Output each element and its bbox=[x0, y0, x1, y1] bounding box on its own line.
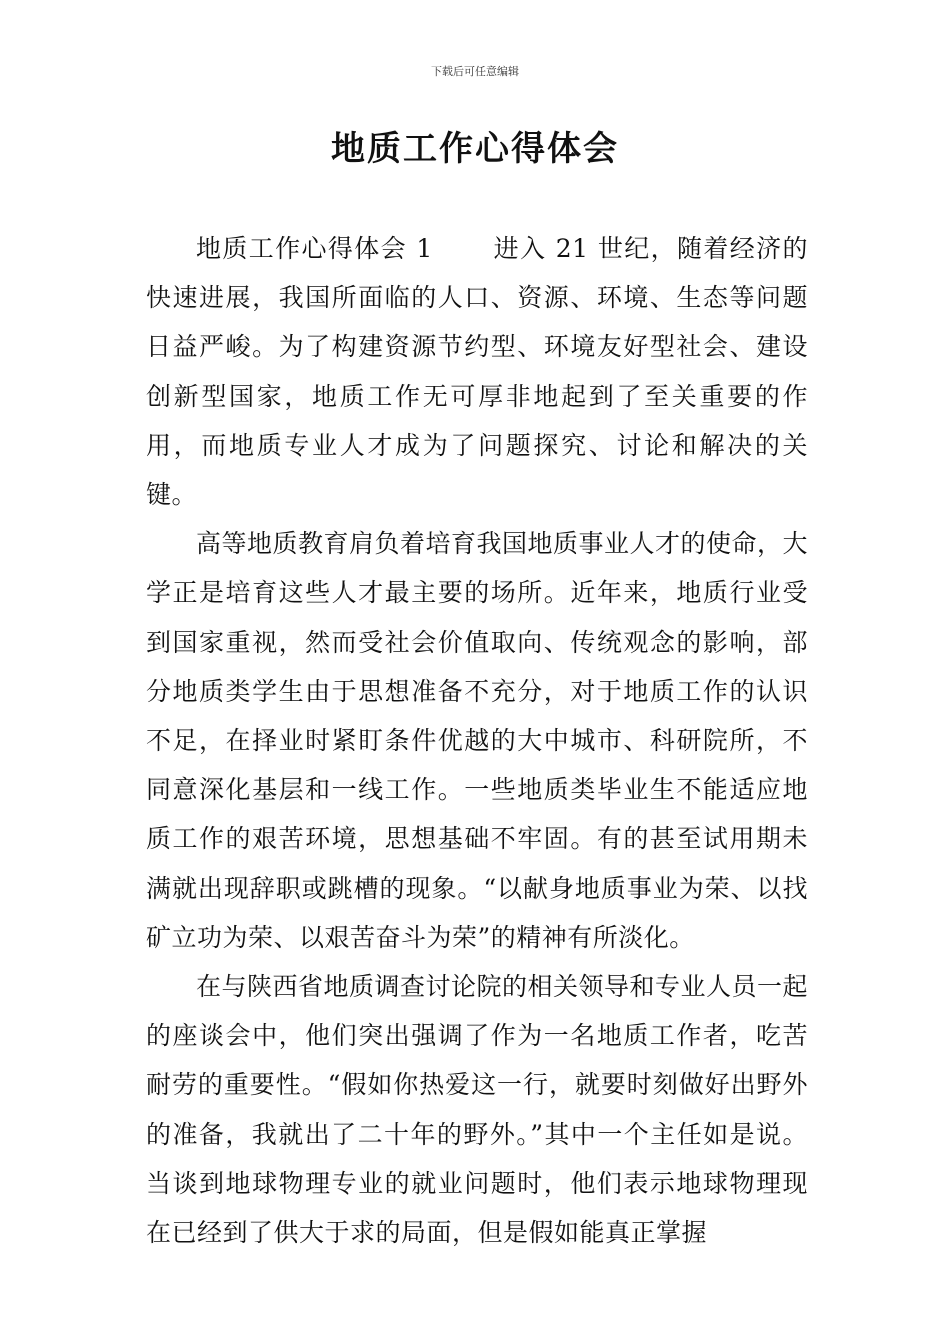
paragraph-1-text: 进入 21 世纪，随着经济的快速进展，我国所面临的人口、资源、环境、生态等问题日益严峻。为了构建资源节约型、环境友好型社会、建设创新型国家，地质工作无可厚非地起到了至关重要的作用，而地质专业人才成为了问题探究、讨论和解决的关键。 bbox=[146, 234, 808, 510]
paragraph-1-lead: 地质工作心得体会 1 bbox=[196, 234, 433, 263]
document-body bbox=[146, 224, 808, 1257]
header-note: 下载后可任意编辑 bbox=[431, 65, 519, 78]
document-title: 地质工作心得体会 bbox=[331, 129, 619, 169]
paragraph-1 bbox=[146, 224, 808, 519]
paragraph-3: 在与陕西省地质调查讨论院的相关领导和专业人员一起的座谈会中，他们突出强调了作为一名地质工作者，吃苦耐劳的重要性。“假如你热爱这一行，就要时刻做好出野外的准备，我就出了二十年的野外。”其中一个主任如是说。当谈到地球物理专业的就业问题时，他们表示地球物理现在已经到了供大于求的局面，但是假如能真正掌握 bbox=[146, 972, 809, 1248]
paragraph-2: 高等地质教育肩负着培育我国地质事业人才的使命，大学正是培育这些人才最主要的场所。近年来，地质行业受到国家重视，然而受社会价值取向、传统观念的影响，部分地质类学生由于思想准备不充分，对于地质工作的认识不足，在择业时紧盯条件优越的大中城市、科研院所，不同意深化基层和一线工作。一些地质类毕业生不能适应地质工作的艰苦环境，思想基础不牢固。有的甚至试用期未满就出现辞职或跳槽的现象。“以献身地质事业为荣、以找矿立功为荣、以艰苦奋斗为荣”的精神有所淡化。 bbox=[146, 529, 809, 952]
